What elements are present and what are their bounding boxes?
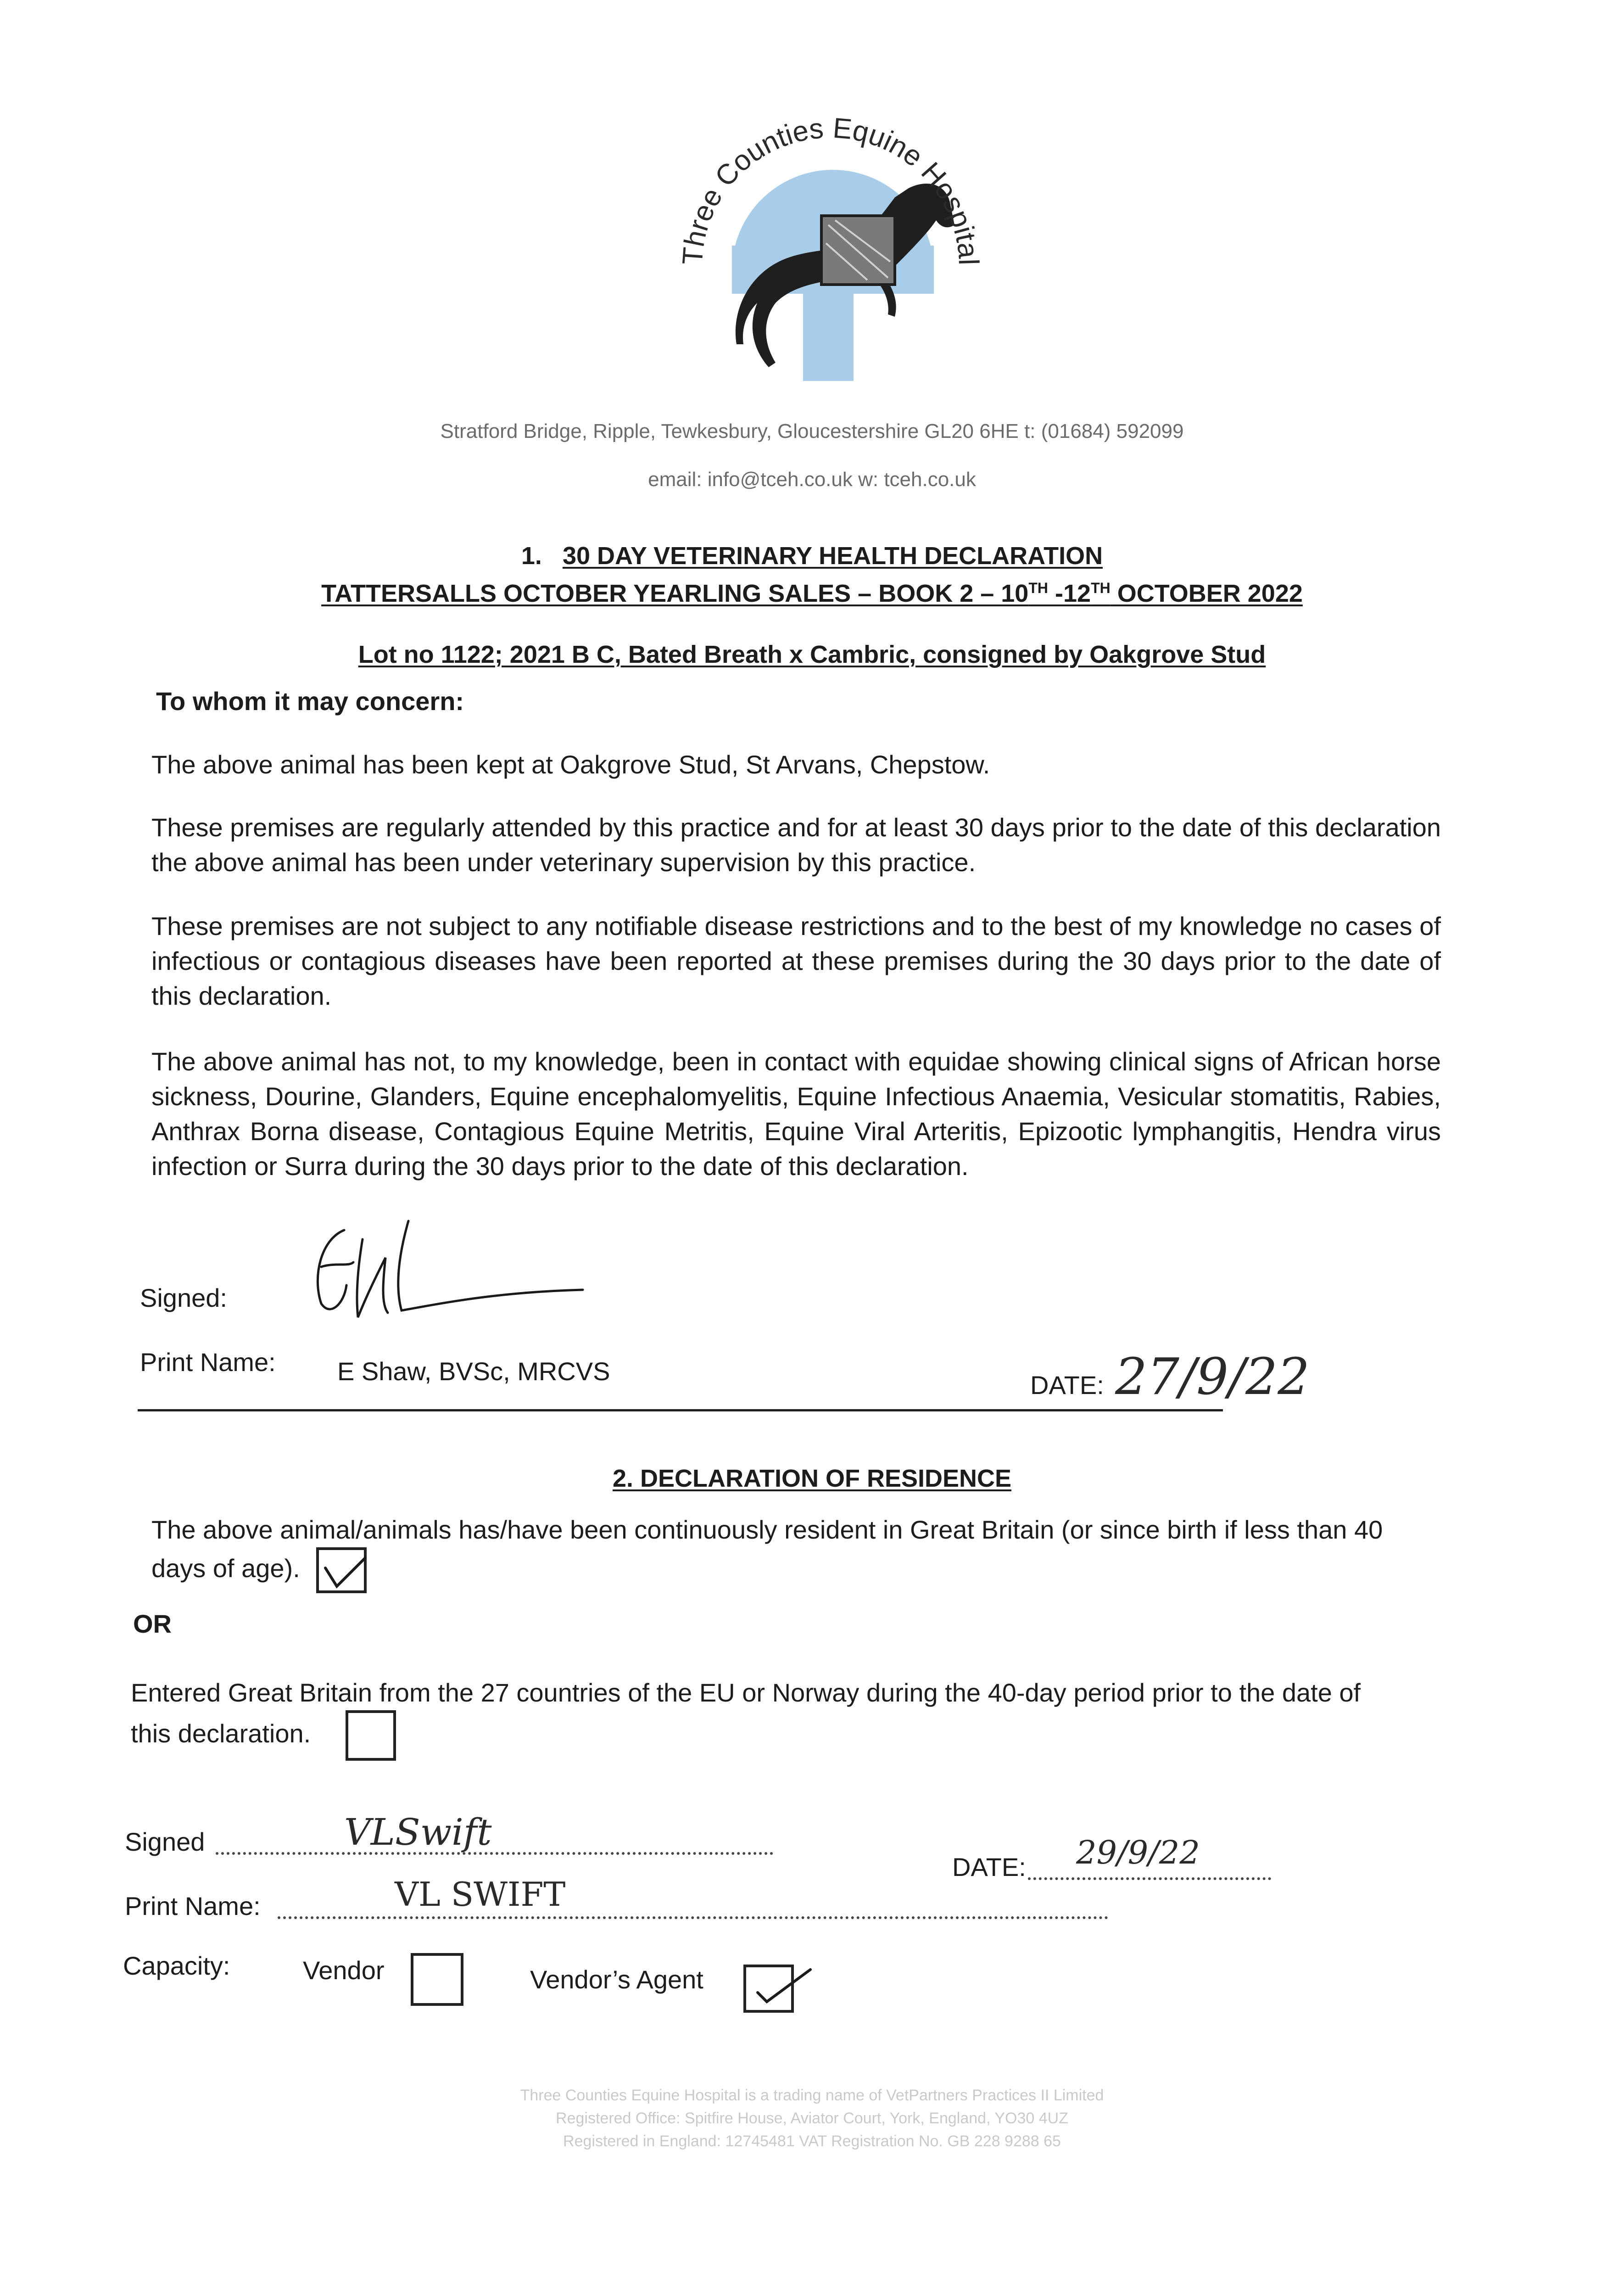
footer <box>0 2084 1624 2153</box>
vendor-signature: VLSwift <box>344 1811 492 1853</box>
residence-option-1-text: The above animal/animals has/have been continuously resident in Great Britain (or since birth if less than 40 days of age). <box>151 1515 1383 1583</box>
signed-label-2: Signed <box>125 1827 205 1856</box>
section1-heading <box>0 542 1624 570</box>
residence-option-1 <box>151 1512 1427 1593</box>
date-value-2: 29/9/22 <box>1076 1834 1200 1871</box>
print-name-line-2 <box>278 1916 1108 1919</box>
logo-text: Three Counties Equine Hospital <box>676 112 985 266</box>
sale-title <box>0 579 1624 608</box>
section-divider <box>138 1409 1223 1411</box>
footer-line-3: Registered in England: 12745481 VAT Registration No. GB 228 9288 65 <box>563 2133 1061 2150</box>
vendor-checkbox[interactable] <box>411 1953 463 2006</box>
logo-graphic <box>652 69 1010 390</box>
sale-title-prefix: TATTERSALLS OCTOBER YEARLING SALES – BOOK 2 – 10 <box>321 580 1029 607</box>
paragraph-1: The above animal has been kept at Oakgrove Stud, St Arvans, Chepstow. <box>151 750 990 779</box>
date-line-2 <box>1028 1877 1271 1880</box>
address-line-1: Stratford Bridge, Ripple, Tewkesbury, Gloucestershire GL20 6HE t: (01684) 592099 <box>440 420 1184 442</box>
residence-option-2-checkbox[interactable] <box>346 1710 396 1761</box>
salutation: To whom it may concern: <box>156 687 464 716</box>
or-label: OR <box>133 1609 172 1638</box>
sale-title-mid: -12 <box>1048 580 1091 607</box>
section1-number: 1. <box>521 542 542 570</box>
section2-heading <box>0 1464 1624 1493</box>
lot-title-text: Lot no 1122; 2021 B C, Bated Breath x Cambric, consigned by Oakgrove Stud <box>358 641 1266 668</box>
print-name-label-1: Print Name: <box>140 1348 276 1377</box>
date-label-2: DATE: <box>952 1853 1026 1881</box>
hospital-logo <box>652 69 1010 390</box>
vendor-agent-checkbox[interactable] <box>743 1965 794 2013</box>
section2-heading-text: 2. DECLARATION OF RESIDENCE <box>612 1465 1012 1492</box>
paragraph-4: The above animal has not, to my knowledge, been in contact with equidae showing clinical signs of African horse sickness, Dourine, Glanders, Equine encephalomyelitis, Equine Infectious Anaemia, Vesicular stomatitis, Rabies, Anthrax Borna disease, Contagious Equine Metritis, Equine Viral Arteritis, Epizootic lymphangitis, Hendra virus infection or Surra during the 30 days prior to the date of this declaration. <box>151 1047 1441 1181</box>
vet-signature <box>303 1212 587 1327</box>
sale-title-sup2: TH <box>1091 580 1111 596</box>
address-line-2: email: info@tceh.co.uk w: tceh.co.uk <box>648 468 976 491</box>
residence-option-2 <box>131 1675 1406 1761</box>
date-value-1: 27/9/22 <box>1115 1347 1310 1406</box>
section1-heading-text: 30 DAY VETERINARY HEALTH DECLARATION <box>562 542 1103 570</box>
print-name-value-1: E Shaw, BVSc, MRCVS <box>337 1357 610 1386</box>
footer-line-1: Three Counties Equine Hospital is a trading name of VetPartners Practices II Limited <box>520 2087 1104 2104</box>
lot-title <box>0 640 1624 669</box>
signed-line-2 <box>216 1852 773 1855</box>
sale-title-sup1: TH <box>1028 580 1048 596</box>
paragraph-2: These premises are regularly attended by this practice and for at least 30 days prior to the date of this declaration the above animal has been under veterinary supervision by this practice. <box>151 813 1441 877</box>
print-name-label-2: Print Name: <box>125 1892 261 1920</box>
checkmark-icon <box>746 1958 820 2013</box>
capacity-label: Capacity: <box>123 1951 230 1980</box>
signed-label-1: Signed: <box>140 1283 227 1312</box>
residence-option-1-checkbox[interactable] <box>316 1547 367 1593</box>
checkmark-icon <box>316 1547 367 1593</box>
vendor-label: Vendor <box>303 1956 385 1985</box>
vendor-agent-label: Vendor’s Agent <box>530 1965 703 1994</box>
date-label-1: DATE: <box>1030 1371 1104 1399</box>
print-name-value-2: VL SWIFT <box>395 1875 566 1914</box>
sale-title-suffix: OCTOBER 2022 <box>1110 580 1303 607</box>
paragraph-3: These premises are not subject to any notifiable disease restrictions and to the best of my knowledge no cases of infectious or contagious diseases have been reported at these premises during the 30 days prior to the date of this declaration. <box>151 912 1441 1010</box>
residence-option-2-text: Entered Great Britain from the 27 countries of the EU or Norway during the 40-day period prior to the date of this declaration. <box>131 1678 1361 1748</box>
footer-line-2: Registered Office: Spitfire House, Aviator Court, York, England, YO30 4UZ <box>556 2110 1068 2127</box>
